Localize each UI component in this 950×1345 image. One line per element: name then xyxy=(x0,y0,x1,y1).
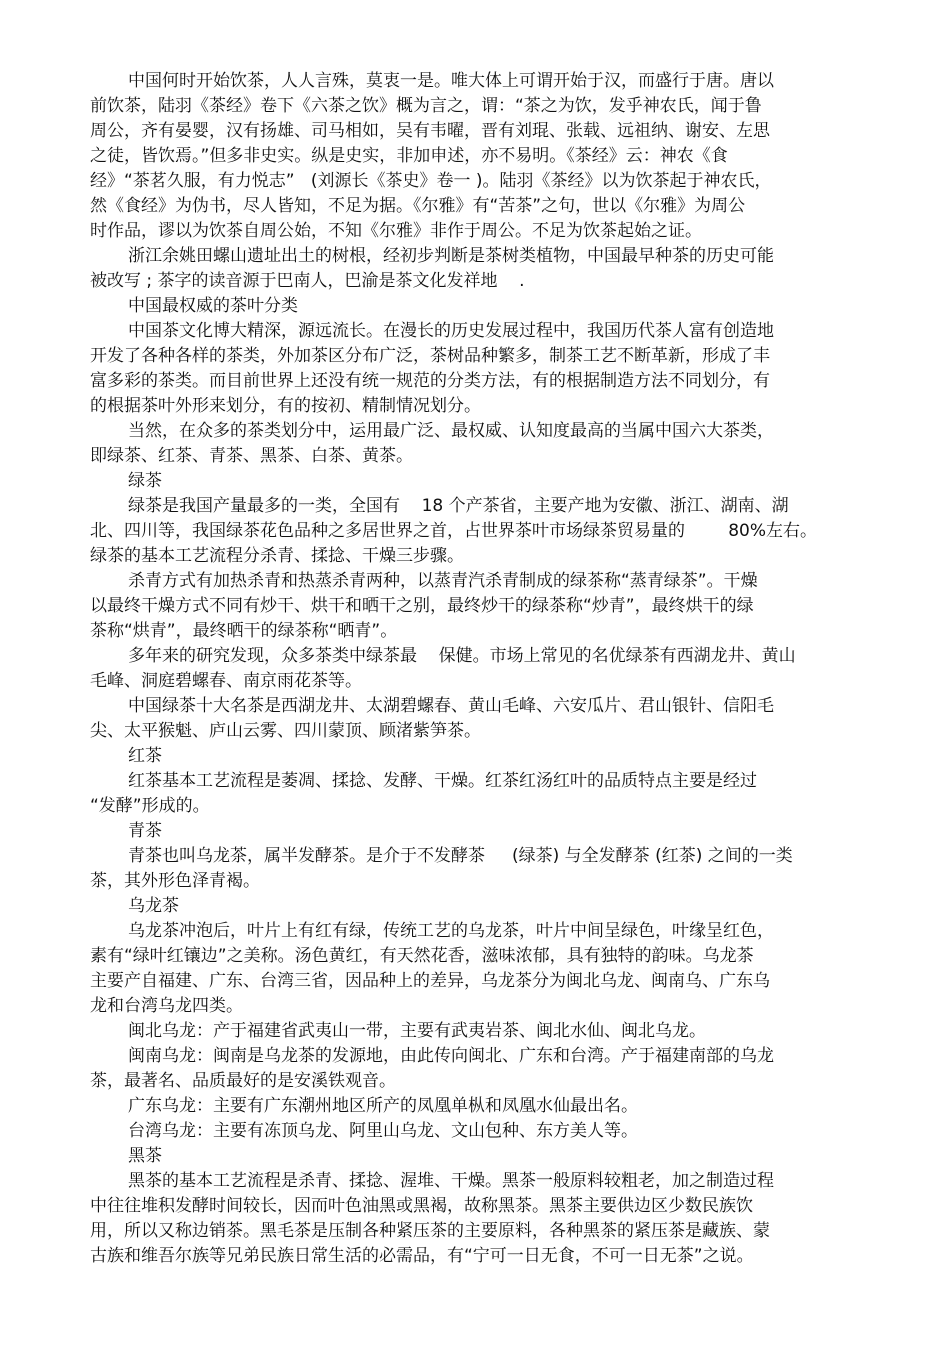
text-line: 闽南乌龙：闽南是乌龙茶的发源地，由此传向闽北、广东和台湾。产于福建南部的乌龙 xyxy=(128,1046,774,1066)
text-line: 绿茶的基本工艺流程分杀青、揉捻、干燥三步骤。 xyxy=(90,546,464,566)
text-line: 台湾乌龙：主要有冻顶乌龙、阿里山乌龙、文山包种、东方美人等。 xyxy=(128,1121,638,1141)
text-line: 中往往堆积发酵时间较长，因而叶色油黑或黑褐，故称黑茶。黑茶主要供边区少数民族饮 xyxy=(90,1196,753,1216)
text-line: 周公，齐有晏婴，汉有扬雄、司马相如，吴有韦曜，晋有刘琨、张载、远祖纳、谢安、左思 xyxy=(90,121,770,141)
text-line: 中国绿茶十大名茶是西湖龙井、太湖碧螺春、黄山毛峰、六安瓜片、君山银针、信阳毛 xyxy=(128,696,774,716)
section-heading: 乌龙茶 xyxy=(128,896,179,916)
text-line: 绿茶是我国产量最多的一类，全国有 18 个产茶省，主要产地为安徽、浙江、湖南、湖 xyxy=(128,496,789,516)
text-line: 尖、太平猴魁、庐山云雾、四川蒙顶、顾渚紫笋茶。 xyxy=(90,721,481,741)
text-line: 毛峰、洞庭碧螺春、南京雨花茶等。 xyxy=(90,671,362,691)
text-line: 浙江余姚田螺山遗址出土的树根，经初步判断是茶树类植物，中国最早种茶的历史可能 xyxy=(128,246,774,266)
text-line: 用，所以又称边销茶。黑毛茶是压制各种紧压茶的主要原料，各种黑茶的紧压茶是藏族、蒙 xyxy=(90,1221,770,1241)
text-line: “发酵”形成的。 xyxy=(90,796,210,816)
section-heading: 红茶 xyxy=(128,746,162,766)
text-line: 广东乌龙：主要有广东潮州地区所产的凤凰单枞和凤凰水仙最出名。 xyxy=(128,1096,638,1116)
text-line: 乌龙茶冲泡后，叶片上有红有绿，传统工艺的乌龙茶，叶片中间呈绿色，叶缘呈红色， xyxy=(128,921,774,941)
text-line: 多年来的研究发现，众多茶类中绿茶最 保健。市场上常见的名优绿茶有西湖龙井、黄山 xyxy=(128,646,796,666)
text-line: 红茶基本工艺流程是萎凋、揉捻、发酵、干燥。红茶红汤红叶的品质特点主要是经过 xyxy=(128,771,757,791)
text-line: 开发了各种各样的茶类，外加茶区分布广泛，茶树品种繁多，制茶工艺不断革新，形成了丰 xyxy=(90,346,770,366)
text-line: 茶，最著名、品质最好的是安溪铁观音。 xyxy=(90,1071,396,1091)
text-line: 主要产自福建、广东、台湾三省，因品种上的差异，乌龙茶分为闽北乌龙、闽南乌、广东乌 xyxy=(90,971,770,991)
text-line: 闽北乌龙：产于福建省武夷山一带，主要有武夷岩茶、闽北水仙、闽北乌龙。 xyxy=(128,1021,706,1041)
text-line: 黑茶的基本工艺流程是杀青、揉捻、渥堆、干燥。黑茶一般原料较粗老，加之制造过程 xyxy=(128,1171,774,1191)
text-line: 的根据茶叶外形来划分，有的按初、精制情况划分。 xyxy=(90,396,481,416)
section-heading: 青茶 xyxy=(128,821,162,841)
text-line: 即绿茶、红茶、青茶、黑茶、白茶、黄茶。 xyxy=(90,446,413,466)
section-heading: 中国最权威的茶叶分类 xyxy=(128,296,298,316)
text-line: 青茶也叫乌龙茶，属半发酵茶。是介于不发酵茶 (绿茶) 与全发酵茶 (红茶) 之间的一类 xyxy=(128,846,793,866)
section-heading: 绿茶 xyxy=(128,471,162,491)
text-line: 富多彩的茶类。而目前世界上还没有统一规范的分类方法，有的根据制造方法不同划分，有 xyxy=(90,371,770,391)
text-line: 然《食经》为伪书，尽人皆知，不足为据。《尔雅》有“苦茶”之句，世以《尔雅》为周公 xyxy=(90,196,746,216)
text-line: 素有“绿叶红镶边”之美称。汤色黄红，有天然花香，滋味浓郁，具有独特的韵味。乌龙茶 xyxy=(90,946,754,966)
section-heading: 黑茶 xyxy=(128,1146,162,1166)
text-line: 时作品，谬以为饮茶自周公始，不知《尔雅》非作于周公。不足为饮茶起始之证。 xyxy=(90,221,702,241)
text-line: 茶称“烘青”，最终晒干的绿茶称“晒青”。 xyxy=(90,621,398,641)
text-line: 前饮茶，陆羽《茶经》卷下《六茶之饮》概为言之，谓：“茶之为饮，发乎神农氏，闻于鲁 xyxy=(90,96,762,116)
text-line: 中国何时开始饮茶，人人言殊，莫衷一是。唯大体上可谓开始于汉，而盛行于唐。唐以 xyxy=(128,71,774,91)
text-line: 之徒，皆饮焉。”但多非史实。纵是史实，非加申述，亦不易明。《茶经》云：神农《食 xyxy=(90,146,728,166)
text-line: 以最终干燥方式不同有炒干、烘干和晒干之别，最终炒干的绿茶称“炒青”，最终烘干的绿 xyxy=(90,596,754,616)
text-line: 被改写 ; 茶字的读音源于巴南人，巴渝是茶文化发祥地 . xyxy=(90,271,525,291)
text-line: 中国茶文化博大精深，源远流长。在漫长的历史发展过程中，我国历代茶人富有创造地 xyxy=(128,321,774,341)
text-line: 古族和维吾尔族等兄弟民族日常生活的必需品，有“宁可一日无食，不可一日无茶”之说。 xyxy=(90,1246,754,1266)
text-line: 当然，在众多的茶类划分中，运用最广泛、最权威、认知度最高的当属中国六大茶类， xyxy=(128,421,774,441)
text-line: 龙和台湾乌龙四类。 xyxy=(90,996,243,1016)
text-line: 杀青方式有加热杀青和热蒸杀青两种，以蒸青汽杀青制成的绿茶称“蒸青绿茶”。干燥 xyxy=(128,571,758,591)
text-line: 茶，其外形色泽青褐。 xyxy=(90,871,260,891)
text-line: 北、四川等，我国绿茶花色品种之多居世界之首，占世界茶叶市场绿茶贸易量的 80%左右。 xyxy=(90,521,818,541)
text-line: 经》“茶茗久服，有力悦志” (刘源长《茶史》卷一 )。陆羽《茶经》以为饮茶起于神农氏， xyxy=(90,171,772,191)
